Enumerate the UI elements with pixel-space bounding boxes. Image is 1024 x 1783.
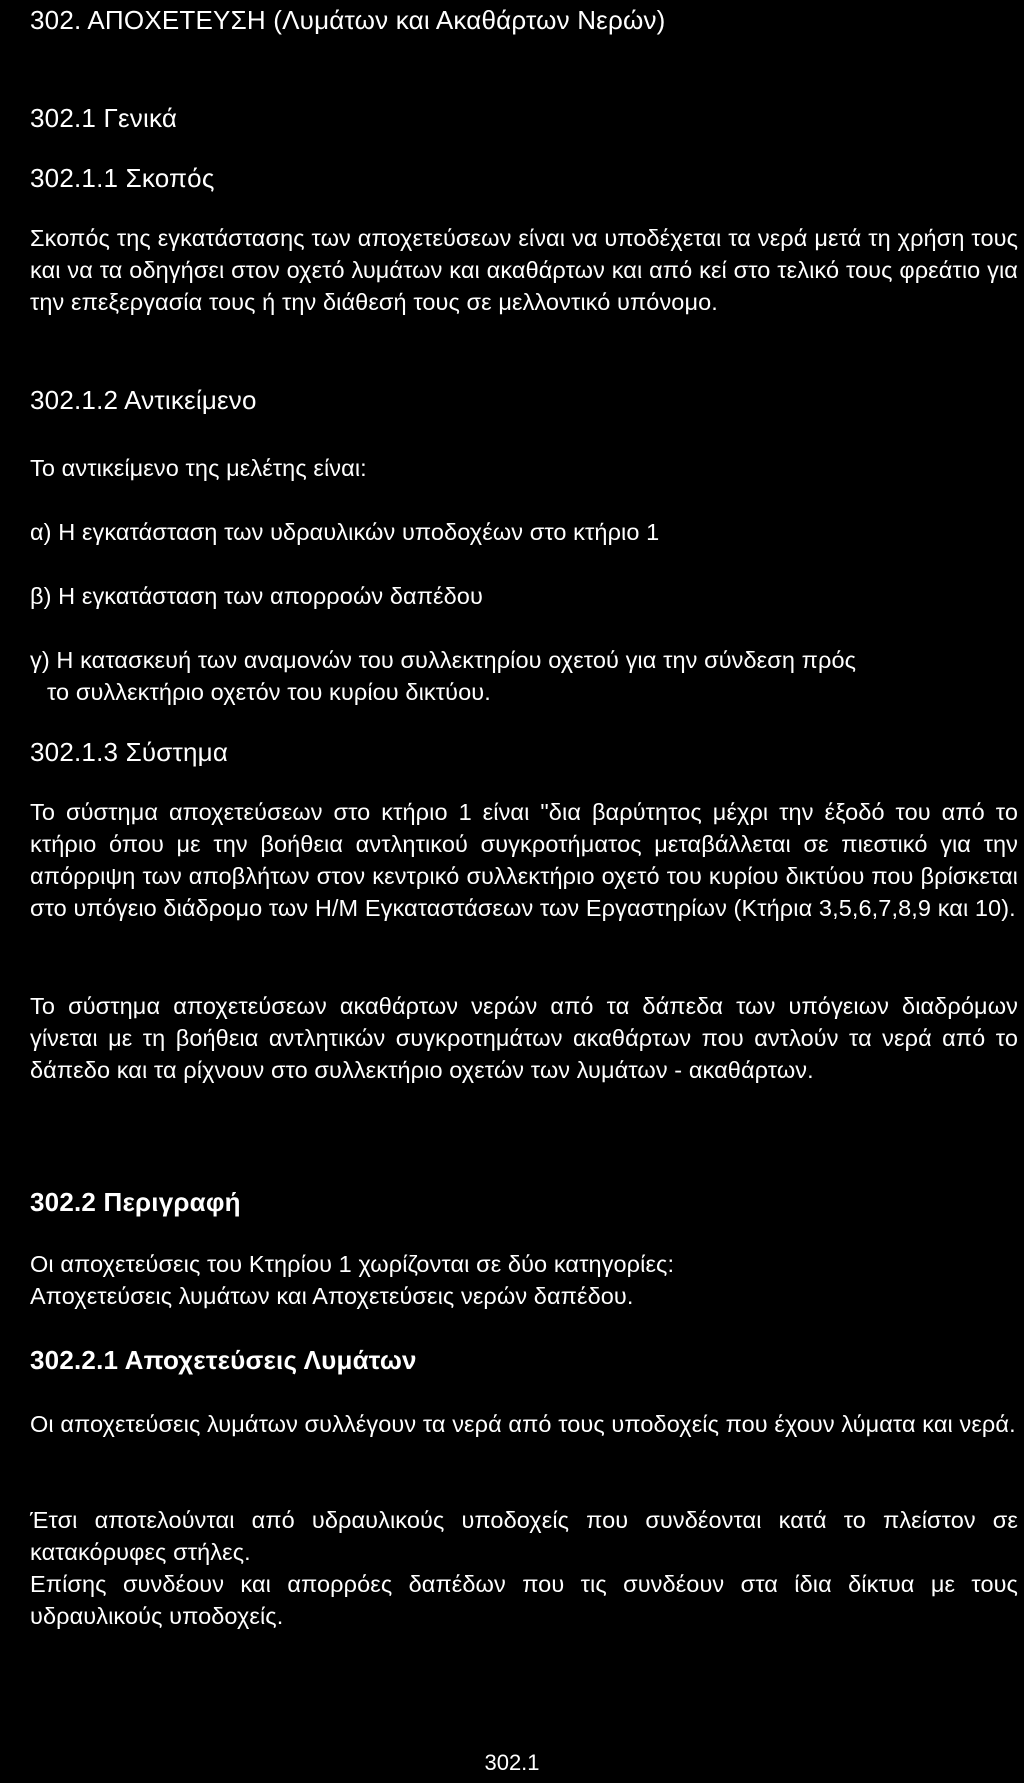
- page-number: 302.1: [484, 1750, 540, 1775]
- system-paragraph-1: Το σύστημα αποχετεύσεων στο κτήριο 1 είναι "δια βαρύτητος μέχρι την έξοδό του από το κτήριο όπου με την βοήθεια αντλητικού συγκροτήματος μεταβάλλεται σε πιεστικό για την απόρριψη των αποβλήτων στον κεντρικό συλλεκτήριο οχετό του κυρίου δικτύου που βρίσκεται στο υπόγειο διάδρομο των Η/Μ Εγκαταστάσεων των Εργαστηρίων (Κτήρια 3,5,6,7,8,9 και 10).: [30, 799, 1018, 921]
- section-heading-description: 302.2 Περιγραφή: [30, 1187, 241, 1217]
- document-title: 302. ΑΠΟΧΕΤΕΥΣΗ (Λυμάτων και Ακαθάρτων Νερών): [30, 5, 666, 35]
- sewage-paragraph-2: Έτσι αποτελούνται από υδραυλικούς υποδοχείς που συνδέονται κατά το πλείστον σε κατακόρυφες στήλες.: [30, 1507, 1018, 1565]
- section-heading-sewage: 302.2.1 Αποχετεύσεις Λυμάτων: [30, 1345, 417, 1375]
- object-item-c-line2: το συλλεκτήριο οχετόν του κυρίου δικτύου.: [47, 679, 491, 705]
- sewage-paragraph-3: Επίσης συνδέουν και απορρόες δαπέδων που τις συνδέουν στα ίδια δίκτυα με τους υδραυλικούς υποδοχείς.: [30, 1571, 1018, 1629]
- section-heading-system: 302.1.3 Σύστημα: [30, 737, 229, 767]
- system-paragraph-2: Το σύστημα αποχετεύσεων ακαθάρτων νερών από τα δάπεδα των υπόγειων διαδρόμων γίνεται με τη βοήθεια αντλητικών συγκροτημάτων ακαθάρτων που αντλούν τα νερά από το δάπεδο και τα ρίχνουν στο συλλεκτήριο οχετών των λυμάτων - ακαθάρτων.: [30, 993, 1018, 1083]
- description-line1: Οι αποχετεύσεις του Κτηρίου 1 χωρίζονται σε δύο κατηγορίες:: [30, 1251, 675, 1277]
- section-heading-purpose: 302.1.1 Σκοπός: [30, 163, 215, 193]
- sewage-paragraph-1: Οι αποχετεύσεις λυμάτων συλλέγουν τα νερά από τους υποδοχείς που έχουν λύματα και νερά.: [30, 1411, 1016, 1437]
- purpose-paragraph: Σκοπός της εγκατάστασης των αποχετεύσεων είναι να υποδέχεται τα νερά μετά τη χρήση τους και να τα οδηγήσει στον οχετό λυμάτων και ακαθάρτων και από κεί στο τελικό τους φρεάτιο για την επεξεργασία τους ή την διάθεσή τους σε μελλοντικό υπόνομο.: [30, 225, 1018, 315]
- object-item-b: β) Η εγκατάσταση των απορροών δαπέδου: [30, 583, 483, 609]
- description-line2: Αποχετεύσεις λυμάτων και Αποχετεύσεις νερών δαπέδου.: [30, 1283, 634, 1309]
- object-item-c: [30, 644, 1018, 708]
- section-heading-general: 302.1 Γενικά: [30, 103, 178, 133]
- description-paragraph: [30, 1248, 1018, 1312]
- object-item-c-line1: γ) Η κατασκευή των αναμονών του συλλεκτηρίου οχετού για την σύνδεση πρός: [30, 647, 857, 673]
- object-intro: Το αντικείμενο της μελέτης είναι:: [30, 455, 367, 481]
- object-item-a: α) Η εγκατάσταση των υδραυλικών υποδοχέων στο κτήριο 1: [30, 519, 660, 545]
- section-heading-object: 302.1.2 Αντικείμενο: [30, 385, 257, 415]
